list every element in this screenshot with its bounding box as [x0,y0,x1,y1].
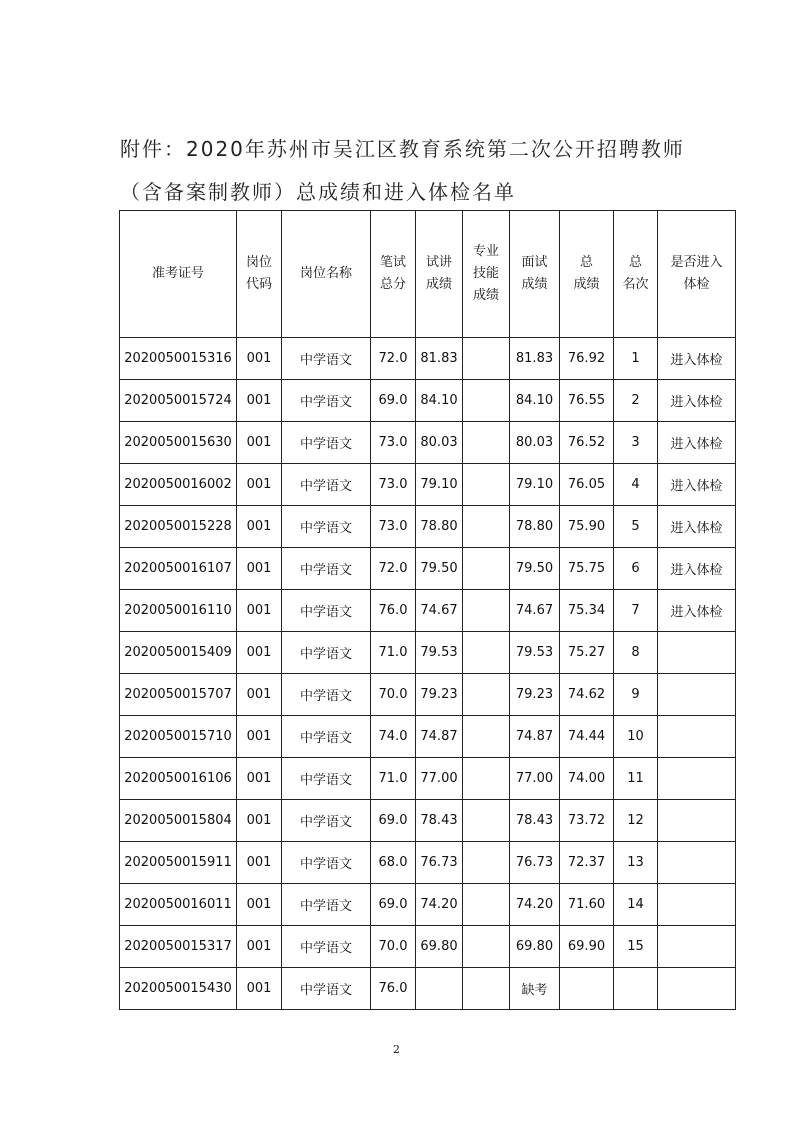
cell-physical-exam [658,926,736,968]
header-lecture-score-line: 成绩 [425,277,452,292]
cell-interview-score: 81.83 [510,338,560,380]
cell-total-score: 75.34 [560,590,614,632]
cell-lecture-score: 79.50 [416,548,463,590]
cell-written-score: 69.0 [371,380,416,422]
cell-post-name: 中学语文 [282,884,371,926]
table-header-row [120,211,736,338]
header-total-rank-line: 总 [628,255,642,270]
cell-post-code: 001 [237,884,282,926]
cell-post-code: 001 [237,926,282,968]
cell-physical-exam [658,758,736,800]
cell-total-score: 75.90 [560,506,614,548]
header-written-score [371,211,416,338]
cell-post-code: 001 [237,968,282,1010]
cell-total-score: 76.52 [560,422,614,464]
header-skill-score-line: 技能 [472,266,499,281]
cell-total-rank: 11 [614,758,658,800]
table-row [120,338,736,380]
cell-post-name: 中学语文 [282,926,371,968]
cell-total-rank: 5 [614,506,658,548]
table-row [120,506,736,548]
header-total-rank [614,211,658,338]
cell-total-score: 76.92 [560,338,614,380]
cell-total-rank [614,968,658,1010]
cell-exam-id: 2020050016002 [120,464,237,506]
header-lecture-score [416,211,463,338]
table-row [120,464,736,506]
cell-interview-score: 77.00 [510,758,560,800]
table-body [120,338,736,1010]
cell-written-score: 74.0 [371,716,416,758]
cell-post-code: 001 [237,338,282,380]
cell-skill-score [463,884,510,926]
cell-written-score: 69.0 [371,800,416,842]
table-row [120,968,736,1010]
table-row [120,674,736,716]
cell-total-score: 76.55 [560,380,614,422]
cell-physical-exam [658,716,736,758]
cell-post-name: 中学语文 [282,800,371,842]
cell-exam-id: 2020050015409 [120,632,237,674]
cell-written-score: 68.0 [371,842,416,884]
cell-exam-id: 2020050016107 [120,548,237,590]
cell-written-score: 76.0 [371,590,416,632]
cell-physical-exam: 进入体检 [658,590,736,632]
cell-exam-id: 2020050015316 [120,338,237,380]
header-lecture-score-line: 试讲 [425,255,452,270]
cell-total-rank: 12 [614,800,658,842]
cell-post-code: 001 [237,422,282,464]
cell-exam-id: 2020050015630 [120,422,237,464]
header-skill-score-line: 成绩 [472,288,499,303]
table-row [120,716,736,758]
cell-post-code: 001 [237,842,282,884]
cell-physical-exam [658,674,736,716]
cell-lecture-score [416,968,463,1010]
cell-written-score: 70.0 [371,674,416,716]
cell-physical-exam [658,842,736,884]
cell-written-score: 73.0 [371,506,416,548]
cell-written-score: 71.0 [371,632,416,674]
header-exam-id [120,211,237,338]
cell-post-code: 001 [237,632,282,674]
cell-post-code: 001 [237,590,282,632]
cell-physical-exam: 进入体检 [658,548,736,590]
cell-interview-score: 74.67 [510,590,560,632]
header-interview-score [510,211,560,338]
header-written-score-line: 笔试 [379,255,406,270]
header-total-rank-line: 名次 [622,277,649,292]
table-row [120,884,736,926]
cell-post-name: 中学语文 [282,758,371,800]
cell-total-rank: 13 [614,842,658,884]
cell-post-name: 中学语文 [282,506,371,548]
cell-post-name: 中学语文 [282,422,371,464]
cell-written-score: 76.0 [371,968,416,1010]
cell-skill-score [463,380,510,422]
cell-post-name: 中学语文 [282,338,371,380]
cell-total-score: 75.27 [560,632,614,674]
cell-physical-exam [658,800,736,842]
cell-exam-id: 2020050015228 [120,506,237,548]
cell-total-rank: 8 [614,632,658,674]
cell-total-score: 72.37 [560,842,614,884]
cell-lecture-score: 74.20 [416,884,463,926]
cell-post-name: 中学语文 [282,590,371,632]
cell-exam-id: 2020050016110 [120,590,237,632]
cell-exam-id: 2020050015724 [120,380,237,422]
cell-written-score: 71.0 [371,758,416,800]
cell-interview-score: 74.20 [510,884,560,926]
cell-post-code: 001 [237,380,282,422]
header-exam-id-line: 准考证号 [151,266,204,281]
header-written-score-line: 总分 [379,277,406,292]
header-skill-score-line: 专业 [472,244,499,259]
cell-interview-score: 79.10 [510,464,560,506]
cell-physical-exam [658,632,736,674]
header-total-score-line: 总 [579,255,593,270]
cell-skill-score [463,632,510,674]
cell-lecture-score: 78.43 [416,800,463,842]
cell-total-score: 74.44 [560,716,614,758]
header-post-name [282,211,371,338]
table-row [120,590,736,632]
cell-interview-score: 79.50 [510,548,560,590]
cell-physical-exam: 进入体检 [658,506,736,548]
cell-post-name: 中学语文 [282,716,371,758]
cell-total-rank: 7 [614,590,658,632]
document-title-line-1: 附件：2020年苏州市吴江区教育系统第二次公开招聘教师 [120,137,685,161]
cell-skill-score [463,926,510,968]
cell-lecture-score: 78.80 [416,506,463,548]
cell-total-score: 74.00 [560,758,614,800]
cell-total-rank: 15 [614,926,658,968]
cell-total-score [560,968,614,1010]
cell-total-rank: 3 [614,422,658,464]
cell-lecture-score: 79.23 [416,674,463,716]
cell-post-name: 中学语文 [282,674,371,716]
cell-interview-score: 76.73 [510,842,560,884]
header-physical-exam-line: 体检 [683,277,710,292]
header-post-code [237,211,282,338]
header-total-score [560,211,614,338]
table-row [120,422,736,464]
cell-skill-score [463,422,510,464]
cell-interview-score: 84.10 [510,380,560,422]
cell-lecture-score: 80.03 [416,422,463,464]
header-post-code-line: 岗位 [245,255,272,270]
cell-interview-score: 79.23 [510,674,560,716]
cell-skill-score [463,674,510,716]
cell-interview-score: 79.53 [510,632,560,674]
cell-lecture-score: 79.10 [416,464,463,506]
table-row [120,800,736,842]
cell-exam-id: 2020050016011 [120,884,237,926]
score-table [119,210,736,1010]
cell-post-name: 中学语文 [282,842,371,884]
cell-lecture-score: 74.87 [416,716,463,758]
cell-post-name: 中学语文 [282,968,371,1010]
cell-skill-score [463,968,510,1010]
cell-exam-id: 2020050015430 [120,968,237,1010]
cell-lecture-score: 69.80 [416,926,463,968]
cell-lecture-score: 84.10 [416,380,463,422]
cell-physical-exam [658,884,736,926]
cell-exam-id: 2020050015804 [120,800,237,842]
document-title-line-2: （含备案制教师）总成绩和进入体检名单 [120,180,516,204]
cell-post-code: 001 [237,800,282,842]
cell-exam-id: 2020050015707 [120,674,237,716]
cell-skill-score [463,506,510,548]
cell-post-code: 001 [237,548,282,590]
cell-total-score: 74.62 [560,674,614,716]
cell-total-rank: 4 [614,464,658,506]
cell-post-name: 中学语文 [282,548,371,590]
table-row [120,842,736,884]
cell-interview-score: 78.80 [510,506,560,548]
cell-total-rank: 2 [614,380,658,422]
header-post-name-line: 岗位名称 [299,266,352,281]
cell-post-code: 001 [237,674,282,716]
cell-skill-score [463,464,510,506]
cell-written-score: 73.0 [371,464,416,506]
cell-written-score: 69.0 [371,884,416,926]
cell-total-score: 69.90 [560,926,614,968]
cell-interview-score: 78.43 [510,800,560,842]
cell-total-score: 76.05 [560,464,614,506]
cell-interview-score: 69.80 [510,926,560,968]
cell-total-rank: 6 [614,548,658,590]
page-number: 2 [393,1043,400,1056]
cell-post-name: 中学语文 [282,632,371,674]
cell-physical-exam: 进入体检 [658,380,736,422]
cell-exam-id: 2020050015317 [120,926,237,968]
cell-lecture-score: 77.00 [416,758,463,800]
cell-interview-score: 74.87 [510,716,560,758]
cell-interview-score: 缺考 [510,968,560,1010]
cell-total-rank: 1 [614,338,658,380]
cell-written-score: 70.0 [371,926,416,968]
header-interview-score-line: 面试 [521,255,548,270]
cell-skill-score [463,758,510,800]
header-post-code-line: 代码 [245,277,272,292]
cell-post-code: 001 [237,716,282,758]
cell-total-score: 73.72 [560,800,614,842]
header-skill-score [463,211,510,338]
cell-exam-id: 2020050015911 [120,842,237,884]
cell-post-code: 001 [237,758,282,800]
cell-physical-exam: 进入体检 [658,422,736,464]
cell-total-score: 71.60 [560,884,614,926]
cell-skill-score [463,800,510,842]
cell-skill-score [463,842,510,884]
cell-post-code: 001 [237,506,282,548]
cell-lecture-score: 74.67 [416,590,463,632]
cell-total-rank: 10 [614,716,658,758]
cell-lecture-score: 79.53 [416,632,463,674]
cell-physical-exam: 进入体检 [658,464,736,506]
header-total-score-line: 成绩 [573,277,600,292]
table-row [120,758,736,800]
cell-written-score: 73.0 [371,422,416,464]
cell-lecture-score: 81.83 [416,338,463,380]
cell-exam-id: 2020050015710 [120,716,237,758]
cell-interview-score: 80.03 [510,422,560,464]
cell-skill-score [463,590,510,632]
cell-post-code: 001 [237,464,282,506]
table-row [120,548,736,590]
cell-exam-id: 2020050016106 [120,758,237,800]
cell-physical-exam [658,968,736,1010]
cell-written-score: 72.0 [371,338,416,380]
cell-total-rank: 9 [614,674,658,716]
cell-lecture-score: 76.73 [416,842,463,884]
cell-post-name: 中学语文 [282,380,371,422]
table-row [120,632,736,674]
cell-written-score: 72.0 [371,548,416,590]
cell-physical-exam: 进入体检 [658,338,736,380]
cell-total-score: 75.75 [560,548,614,590]
cell-skill-score [463,548,510,590]
cell-total-rank: 14 [614,884,658,926]
header-physical-exam-line: 是否进入 [670,255,723,270]
table-row [120,926,736,968]
cell-skill-score [463,716,510,758]
cell-skill-score [463,338,510,380]
table-row [120,380,736,422]
cell-post-name: 中学语文 [282,464,371,506]
header-physical-exam [658,211,736,338]
header-interview-score-line: 成绩 [521,277,548,292]
